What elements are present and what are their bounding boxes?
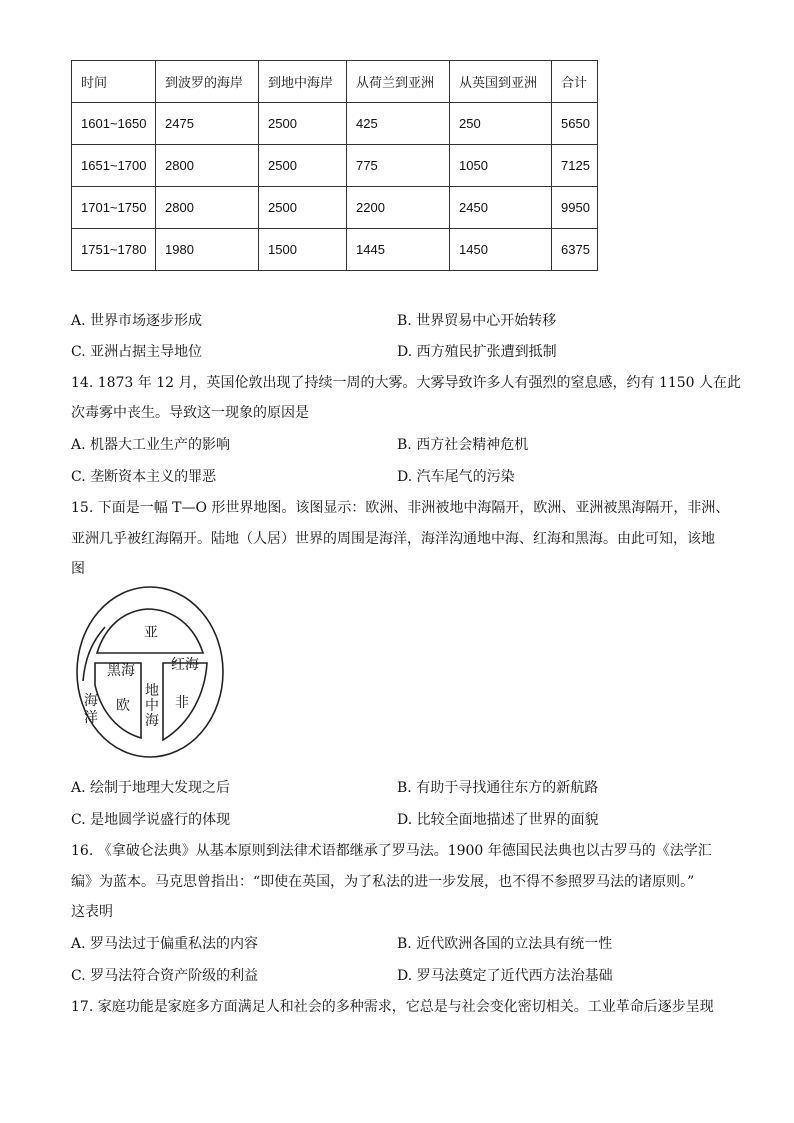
q15-stem-line-1: 15. 下面是一幅 T—O 形世界地图。该图显示：欧洲、非洲被地中海隔开，欧洲、亚洲被黑海隔开，非洲、 (71, 500, 730, 516)
q14-option-a[interactable]: A. 机器大工业生产的影响 (71, 437, 231, 453)
table-cell: 1651~1700 (72, 145, 156, 187)
table-cell: 2500 (259, 187, 347, 229)
q16-option-c[interactable]: C. 罗马法符合资产阶级的利益 (71, 968, 259, 984)
table-cell: 2500 (259, 103, 347, 145)
africa-label: 非 (175, 695, 189, 711)
q16-option-b[interactable]: B. 近代欧洲各国的立法具有统一性 (397, 936, 613, 952)
med-sea-label-2: 中 (145, 698, 159, 714)
header-cell: 从英国到亚洲 (450, 61, 552, 103)
header-cell: 时间 (72, 61, 156, 103)
table-cell: 5650 (552, 103, 598, 145)
table-cell: 1980 (156, 229, 259, 271)
table-cell: 1751~1780 (72, 229, 156, 271)
asia-label: 亚 (144, 625, 158, 641)
table-cell: 2450 (450, 187, 552, 229)
ocean-label-2: 洋 (84, 710, 98, 726)
q14-option-b[interactable]: B. 西方社会精神危机 (397, 437, 529, 453)
q13-option-c[interactable]: C. 亚洲占据主导地位 (71, 344, 203, 360)
table-cell: 1450 (450, 229, 552, 271)
q16-option-d[interactable]: D. 罗马法奠定了近代西方法治基础 (397, 968, 613, 984)
med-sea-label-1: 地 (145, 683, 159, 699)
table-cell: 1701~1750 (72, 187, 156, 229)
table-cell: 250 (450, 103, 552, 145)
q14-option-c[interactable]: C. 垄断资本主义的罪恶 (71, 469, 217, 485)
table-cell: 1050 (450, 145, 552, 187)
q15-option-c[interactable]: C. 是地圆学说盛行的体现 (71, 812, 231, 828)
q15-stem-line-3: 图 (71, 561, 85, 577)
header-cell: 从荷兰到亚洲 (347, 61, 450, 103)
t-o-world-map (75, 585, 225, 760)
q14-stem-line-2: 次毒雾中丧生。导致这一现象的原因是 (71, 405, 309, 421)
header-cell: 到波罗的海岸 (156, 61, 259, 103)
q15-option-b[interactable]: B. 有助于寻找通往东方的新航路 (397, 780, 599, 796)
table-row (72, 229, 598, 271)
q13-option-b[interactable]: B. 世界贸易中心开始转移 (397, 313, 557, 329)
header-cell: 合计 (552, 61, 598, 103)
q16-stem-line-3: 这表明 (71, 904, 113, 920)
table-row (72, 145, 598, 187)
q16-stem-line-1: 16. 《拿破仑法典》从基本原则到法律术语都继承了罗马法。1900 年德国民法典也以古罗马的《法学汇 (71, 843, 712, 859)
table-cell: 775 (347, 145, 450, 187)
q14-option-d[interactable]: D. 汽车尾气的污染 (397, 469, 515, 485)
black-sea-label: 黑海 (107, 663, 135, 679)
q17-stem-line-1: 17. 家庭功能是家庭多方面满足人和社会的多种需求，它总是与社会变化密切相关。工业革命后逐步呈现 (71, 999, 714, 1015)
red-sea-label: 红海 (171, 657, 199, 673)
q13-option-d[interactable]: D. 西方殖民扩张遭到抵制 (397, 344, 557, 360)
table-cell: 1500 (259, 229, 347, 271)
table-cell: 2500 (259, 145, 347, 187)
q15-option-d[interactable]: D. 比较全面地描述了世界的面貌 (397, 812, 599, 828)
table-cell: 6375 (552, 229, 598, 271)
trade-data-table (71, 60, 598, 271)
table-cell: 2800 (156, 187, 259, 229)
table-cell: 7125 (552, 145, 598, 187)
table-cell: 9950 (552, 187, 598, 229)
med-sea-label-3: 海 (145, 713, 159, 729)
outer-ocean-ring (77, 587, 223, 757)
q16-stem-line-2: 编》为蓝本。马克思曾指出：“即使在英国，为了私法的进一步发展，也不得不参照罗马法的诸原则。” (71, 874, 695, 890)
table-header-row (72, 61, 598, 103)
table-cell: 425 (347, 103, 450, 145)
table-row (72, 187, 598, 229)
q13-option-a[interactable]: A. 世界市场逐步形成 (71, 313, 203, 329)
table-cell: 2200 (347, 187, 450, 229)
ocean-arc (83, 627, 105, 681)
q16-option-a[interactable]: A. 罗马法过于偏重私法的内容 (71, 936, 259, 952)
table-cell: 1601~1650 (72, 103, 156, 145)
header-cell: 到地中海岸 (259, 61, 347, 103)
q15-option-a[interactable]: A. 绘制于地理大发现之后 (71, 780, 231, 796)
q15-stem-line-2: 亚洲几乎被红海隔开。陆地（人居）世界的周围是海洋，海洋沟通地中海、红海和黑海。由此可知，该地 (71, 531, 715, 547)
table-row (72, 103, 598, 145)
table-cell: 1445 (347, 229, 450, 271)
q14-stem-line-1: 14. 1873 年 12 月，英国伦敦出现了持续一周的大雾。大雾导致许多人有强烈的窒息感，约有 1150 人在此 (71, 375, 742, 391)
table-cell: 2475 (156, 103, 259, 145)
europe-label: 欧 (116, 698, 130, 714)
table-cell: 2800 (156, 145, 259, 187)
ocean-label-1: 海 (84, 693, 98, 709)
